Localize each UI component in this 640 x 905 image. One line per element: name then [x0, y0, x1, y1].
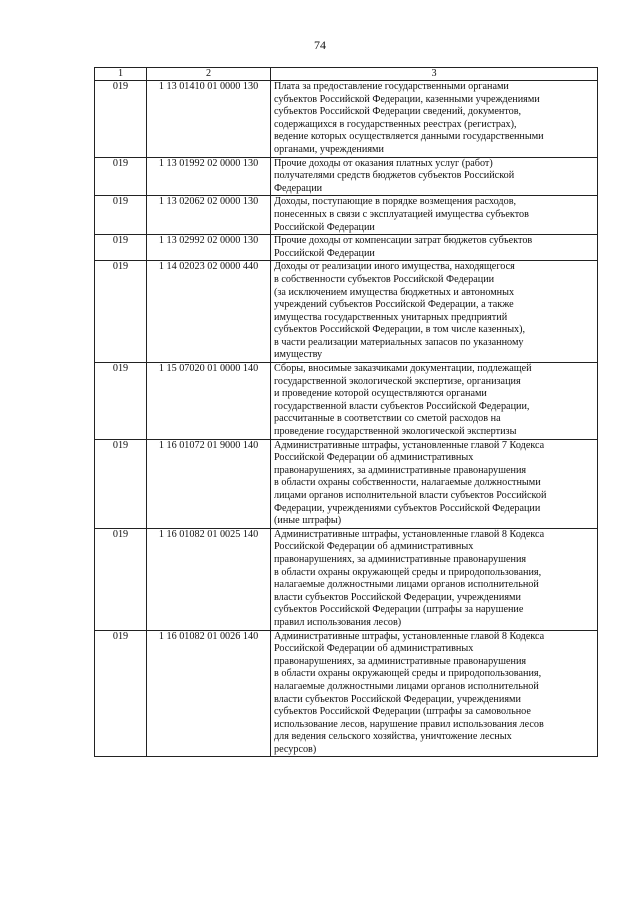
revenue-code-cell: 1 16 01072 01 9000 140 [147, 439, 271, 528]
revenue-name-line: Административные штрафы, установленные главой 8 Кодекса [274, 528, 545, 540]
revenue-name-line: налагаемые должностными лицами органов исполнительной [274, 680, 539, 692]
admin-code-cell: 019 [95, 196, 147, 235]
table-header-row [95, 68, 598, 81]
revenue-name-line: в собственности субъектов Российской Федерации [274, 273, 495, 285]
revenue-name-line: Административные штрафы, установленные главой 8 Кодекса [274, 630, 545, 642]
table-row [95, 157, 598, 196]
revenue-name-line: (иные штрафы) [274, 515, 342, 527]
admin-code-cell: 019 [95, 630, 147, 757]
revenue-name-line: Российской Федерации [274, 221, 375, 233]
table-row [95, 439, 598, 528]
table-row [95, 630, 598, 757]
revenue-code-cell: 1 16 01082 01 0025 140 [147, 528, 271, 630]
revenue-name-line: Российской Федерации об административных [274, 541, 474, 553]
column-header-3: 3 [271, 68, 598, 81]
revenue-name-line: Прочие доходы от оказания платных услуг (работ) [274, 157, 493, 169]
revenue-name-line: налагаемые должностными лицами органов исполнительной [274, 579, 539, 591]
column-header-2: 2 [147, 68, 271, 81]
admin-code-cell: 019 [95, 157, 147, 196]
revenue-name-line: для ведения сельского хозяйства, уничтожение лесных [274, 731, 512, 743]
revenue-name-line: Доходы, поступающие в порядке возмещения расходов, [274, 196, 517, 208]
revenue-code-cell: 1 13 02992 02 0000 130 [147, 235, 271, 261]
revenue-name-line: власти субъектов Российской Федерации, учреждениями [274, 591, 521, 603]
revenue-name-cell [271, 439, 598, 528]
revenue-name-line: Российской Федерации [274, 247, 375, 259]
revenue-name-line: в области охраны собственности, налагаемые должностными [274, 477, 541, 489]
revenue-code-cell: 1 15 07020 01 0000 140 [147, 363, 271, 440]
table-row [95, 81, 598, 158]
column-header-1: 1 [95, 68, 147, 81]
revenue-name-line: (за исключением имущества бюджетных и автономных [274, 286, 515, 298]
revenue-name-line: использование лесов, нарушение правил использования лесов [274, 718, 544, 730]
revenue-codes-table [94, 67, 598, 757]
admin-code-cell: 019 [95, 363, 147, 440]
revenue-name-line: субъектов Российской Федерации, в том числе казенных), [274, 324, 526, 336]
revenue-name-line: получателями средств бюджетов субъектов Российской [274, 170, 515, 182]
revenue-name-line: в области охраны окружающей среды и природопользования, [274, 668, 542, 680]
revenue-name-line: субъектов Российской Федерации (штрафы за самовольное [274, 706, 531, 718]
revenue-name-line: понесенных в связи с эксплуатацией имущества субъектов [274, 208, 529, 220]
admin-code-cell: 019 [95, 235, 147, 261]
admin-code-cell: 019 [95, 81, 147, 158]
revenue-name-cell [271, 528, 598, 630]
revenue-name-line: органами, учреждениями [274, 143, 384, 155]
revenue-name-line: Федерации [274, 182, 323, 194]
table-row [95, 363, 598, 440]
revenue-name-cell [271, 235, 598, 261]
revenue-name-line: Российской Федерации об административных [274, 643, 474, 655]
revenue-name-line: лицами органов исполнительной власти субъектов Российской [274, 490, 547, 501]
table-row [95, 196, 598, 235]
revenue-name-line: проведение государственной экологической экспертизы [274, 426, 517, 438]
revenue-name-line: ресурсов) [274, 743, 317, 755]
revenue-name-line: содержащихся в государственных реестрах (регистрах), [274, 118, 517, 130]
revenue-name-cell [271, 261, 598, 363]
revenue-name-line: государственной власти субъектов Российской Федерации, [274, 400, 530, 412]
revenue-code-cell: 1 13 01992 02 0000 130 [147, 157, 271, 196]
revenue-name-line: Прочие доходы от компенсации затрат бюджетов субъектов [274, 235, 533, 247]
revenue-name-line: правонарушениях, за административные правонарушения [274, 655, 527, 667]
revenue-name-line: власти субъектов Российской Федерации, учреждениями [274, 693, 521, 705]
table-row [95, 528, 598, 630]
revenue-name-line: правонарушениях, за административные правонарушения [274, 553, 527, 565]
revenue-name-line: учреждений субъектов Российской Федерации, а также [274, 299, 514, 311]
admin-code-cell: 019 [95, 261, 147, 363]
revenue-code-cell: 1 16 01082 01 0026 140 [147, 630, 271, 757]
revenue-name-line: и проведение которой осуществляются органами [274, 388, 487, 400]
admin-code-cell: 019 [95, 528, 147, 630]
revenue-name-line: Федерации, учреждениями субъектов Российской Федерации [274, 502, 541, 514]
revenue-name-line: Доходы от реализации иного имущества, находящегося [274, 261, 515, 273]
revenue-code-cell: 1 13 01410 01 0000 130 [147, 81, 271, 158]
page-number: 74 [314, 38, 326, 52]
revenue-name-cell [271, 363, 598, 440]
revenue-name-line: правонарушениях, за административные правонарушения [274, 464, 527, 476]
revenue-name-cell [271, 630, 598, 757]
revenue-name-line: Плата за предоставление государственными органами [274, 81, 509, 92]
table-row [95, 235, 598, 261]
revenue-code-cell: 1 13 02062 02 0000 130 [147, 196, 271, 235]
revenue-name-line: рассчитанные в соответствии со сметой расходов на [274, 413, 501, 425]
revenue-name-line: в части реализации материальных запасов по указанному [274, 336, 524, 348]
revenue-name-line: субъектов Российской Федерации, казенными учреждениями [274, 93, 540, 105]
revenue-code-cell: 1 14 02023 02 0000 440 [147, 261, 271, 363]
revenue-name-cell [271, 157, 598, 196]
revenue-name-line: Сборы, вносимые заказчиками документации, подлежащей [274, 363, 532, 375]
revenue-name-line: имущества государственных унитарных предприятий [274, 311, 508, 323]
revenue-name-line: имуществу [274, 349, 323, 361]
revenue-name-line: Российской Федерации об административных [274, 452, 474, 464]
revenue-name-line: субъектов Российской Федерации сведений, документов, [274, 106, 522, 118]
revenue-name-line: правил использования лесов) [274, 616, 402, 628]
revenue-name-cell [271, 81, 598, 158]
revenue-name-line: ведение которых осуществляется данными государственными [274, 131, 544, 143]
revenue-name-line: в области охраны окружающей среды и природопользования, [274, 566, 542, 578]
table-row [95, 261, 598, 363]
revenue-name-line: государственной экологической экспертизе, организация [274, 375, 521, 387]
revenue-name-line: субъектов Российской Федерации (штрафы за нарушение [274, 604, 524, 616]
revenue-name-cell [271, 196, 598, 235]
admin-code-cell: 019 [95, 439, 147, 528]
revenue-name-line: Административные штрафы, установленные главой 7 Кодекса [274, 439, 545, 451]
